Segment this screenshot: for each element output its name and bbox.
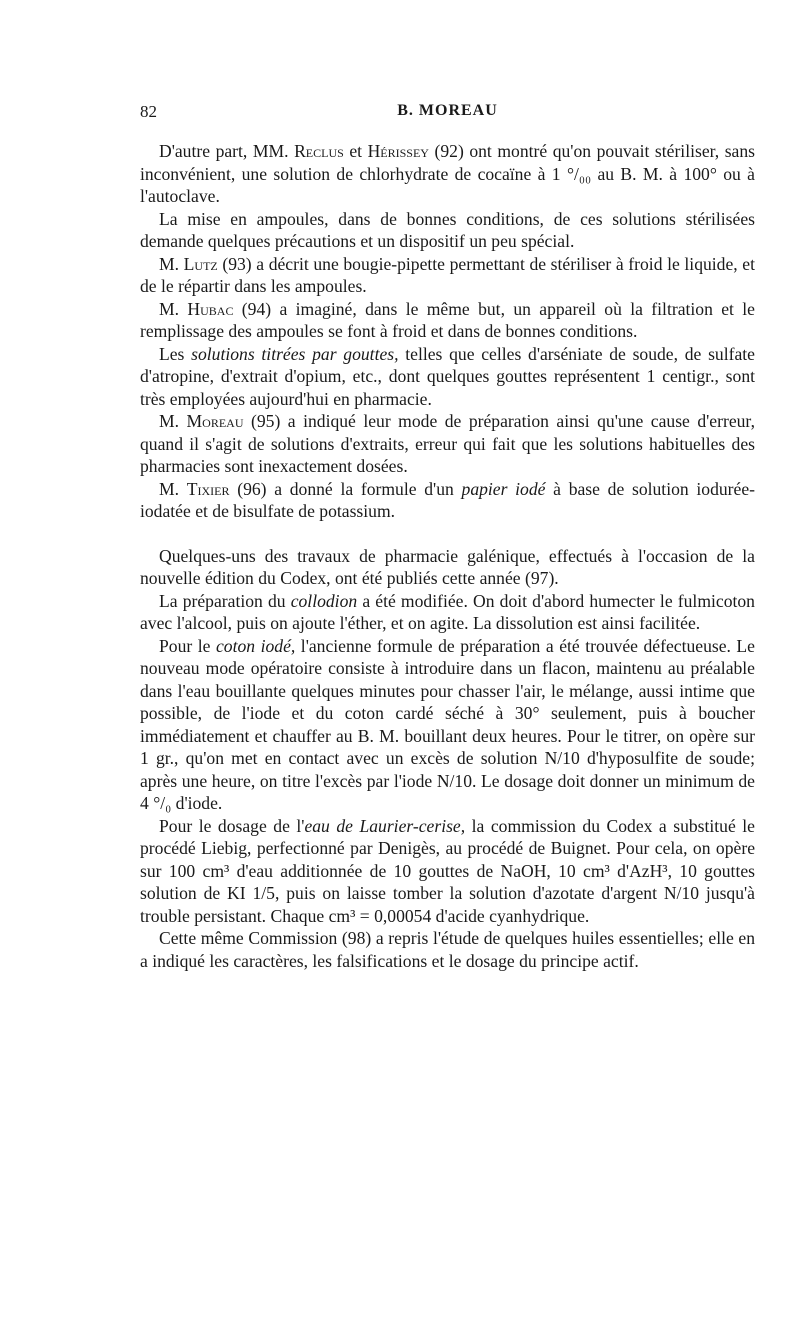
paragraph-collodion: La préparation du collodion a été modifiée. On doit d'abord humecter le fulmicoton avec l'alcool, puis on ajoute l'éther, et on agite. La dissolution est ainsi facilitée. — [140, 590, 755, 633]
author-name: Lutz — [183, 253, 218, 274]
paragraph-huiles-essentielles: Cette même Commission (98) a repris l'étude de quelques huiles essentielles; elle en a indiqué les caractères, les falsifications et le dosage du principe actif. — [140, 928, 755, 971]
paragraph-reclus-herissey: D'autre part, MM. Reclus et Hérissey (92) ont montré qu'on pouvait stériliser, sans inconvénient, une solution de chlorhydrate de cocaïne à 1 °/₀₀ au B. M. à 100° ou à l'autoclave. — [140, 141, 756, 206]
paragraph-moreau: M. Moreau (95) a indiqué leur mode de préparation ainsi qu'une cause d'erreur, quand il s'agit de solutions d'extraits, erreur qui fait que les solutions habituelles des pharmacies sont inexactement dosées. — [140, 411, 755, 476]
italic-term: eau de Laurier-cerise, — [304, 815, 466, 836]
paragraph-tixier: M. Tixier (96) a donné la formule d'un papier iodé à base de solution iodurée-iodatée et de bisulfate de potassium. — [140, 478, 755, 521]
page-header — [140, 102, 755, 128]
italic-term: papier iodé — [461, 478, 546, 499]
paragraph-solutions-titrees: Les solutions titrées par gouttes, telles que celles d'arséniate de soude, de sulfate d'atropine, d'extrait d'opium, etc., dont quelques gouttes représentent 1 centigr., sont très employées aujourd'hui en pharmacie. — [140, 343, 755, 409]
body-text — [140, 140, 755, 972]
italic-term: collodion — [290, 590, 358, 611]
running-head: B. MOREAU — [397, 102, 498, 119]
author-name: Moreau — [186, 411, 244, 431]
paragraph-ampoules: La mise en ampoules, dans de bonnes conditions, de ces solutions stérilisées demande quelques précautions et un dispositif un peu spécial. — [140, 208, 755, 251]
author-name: Reclus — [294, 141, 344, 161]
paragraph-lutz: M. Lutz (93) a décrit une bougie-pipette permettant de stériliser à froid le liquide, et de le répartir dans les ampoules. — [140, 253, 755, 296]
italic-term: solutions titrées par gouttes, — [191, 343, 399, 364]
italic-term: coton iodé, — [215, 635, 296, 656]
paragraph-coton-iode: Pour le coton iodé, l'ancienne formule de préparation a été trouvée défectueuse. Le nouveau mode opératoire consiste à introduire dans un flacon, maintenu au préalable dans l'eau bouillante quelques minutes pour chasser l'air, le mélange, aussi intime que possible, de l'iode et du coton cardé séché à 30° seulement, puis à boucher immédiatement et chauffer au B. M. bouillant deux heures. Pour le titrer, on opère sur 1 gr., qu'on met en contact avec un excès de solution N/10 d'hyposulfite de soude; après une heure, on titre l'excès par l'iode N/10. Le dosage doit donner un minimum de 4 °/₀ d'iode. — [140, 635, 755, 813]
author-name: Hérissey — [367, 141, 429, 161]
paragraph-hubac: M. Hubac (94) a imaginé, dans le même but, un appareil où la filtration et le remplissage des ampoules se font à froid et dans de bonnes conditions. — [140, 298, 755, 341]
paragraph-laurier-cerise: Pour le dosage de l'eau de Laurier-cerise, la commission du Codex a substitué le procédé Liebig, perfectionné par Denigès, au procédé de Buignet. Pour cela, on opère sur 100 cm³ d'eau additionnée de 10 gouttes de NaOH, 10 cm³ d'AzH³, 10 gouttes solution de KI 1/5, puis on laisse tomber la solution d'azotate d'argent N/10 jusqu'à trouble persistant. Chaque cm³ = 0,00054 d'acide cyanhydrique. — [140, 815, 755, 926]
author-name: Hubac — [187, 298, 234, 319]
paragraph-codex-intro: Quelques-uns des travaux de pharmacie galénique, effectués à l'occasion de la nouvelle édition du Codex, ont été publiés cette année (97). — [140, 545, 755, 588]
page-number: 82 — [140, 102, 157, 121]
author-name: Tixier — [186, 478, 230, 499]
